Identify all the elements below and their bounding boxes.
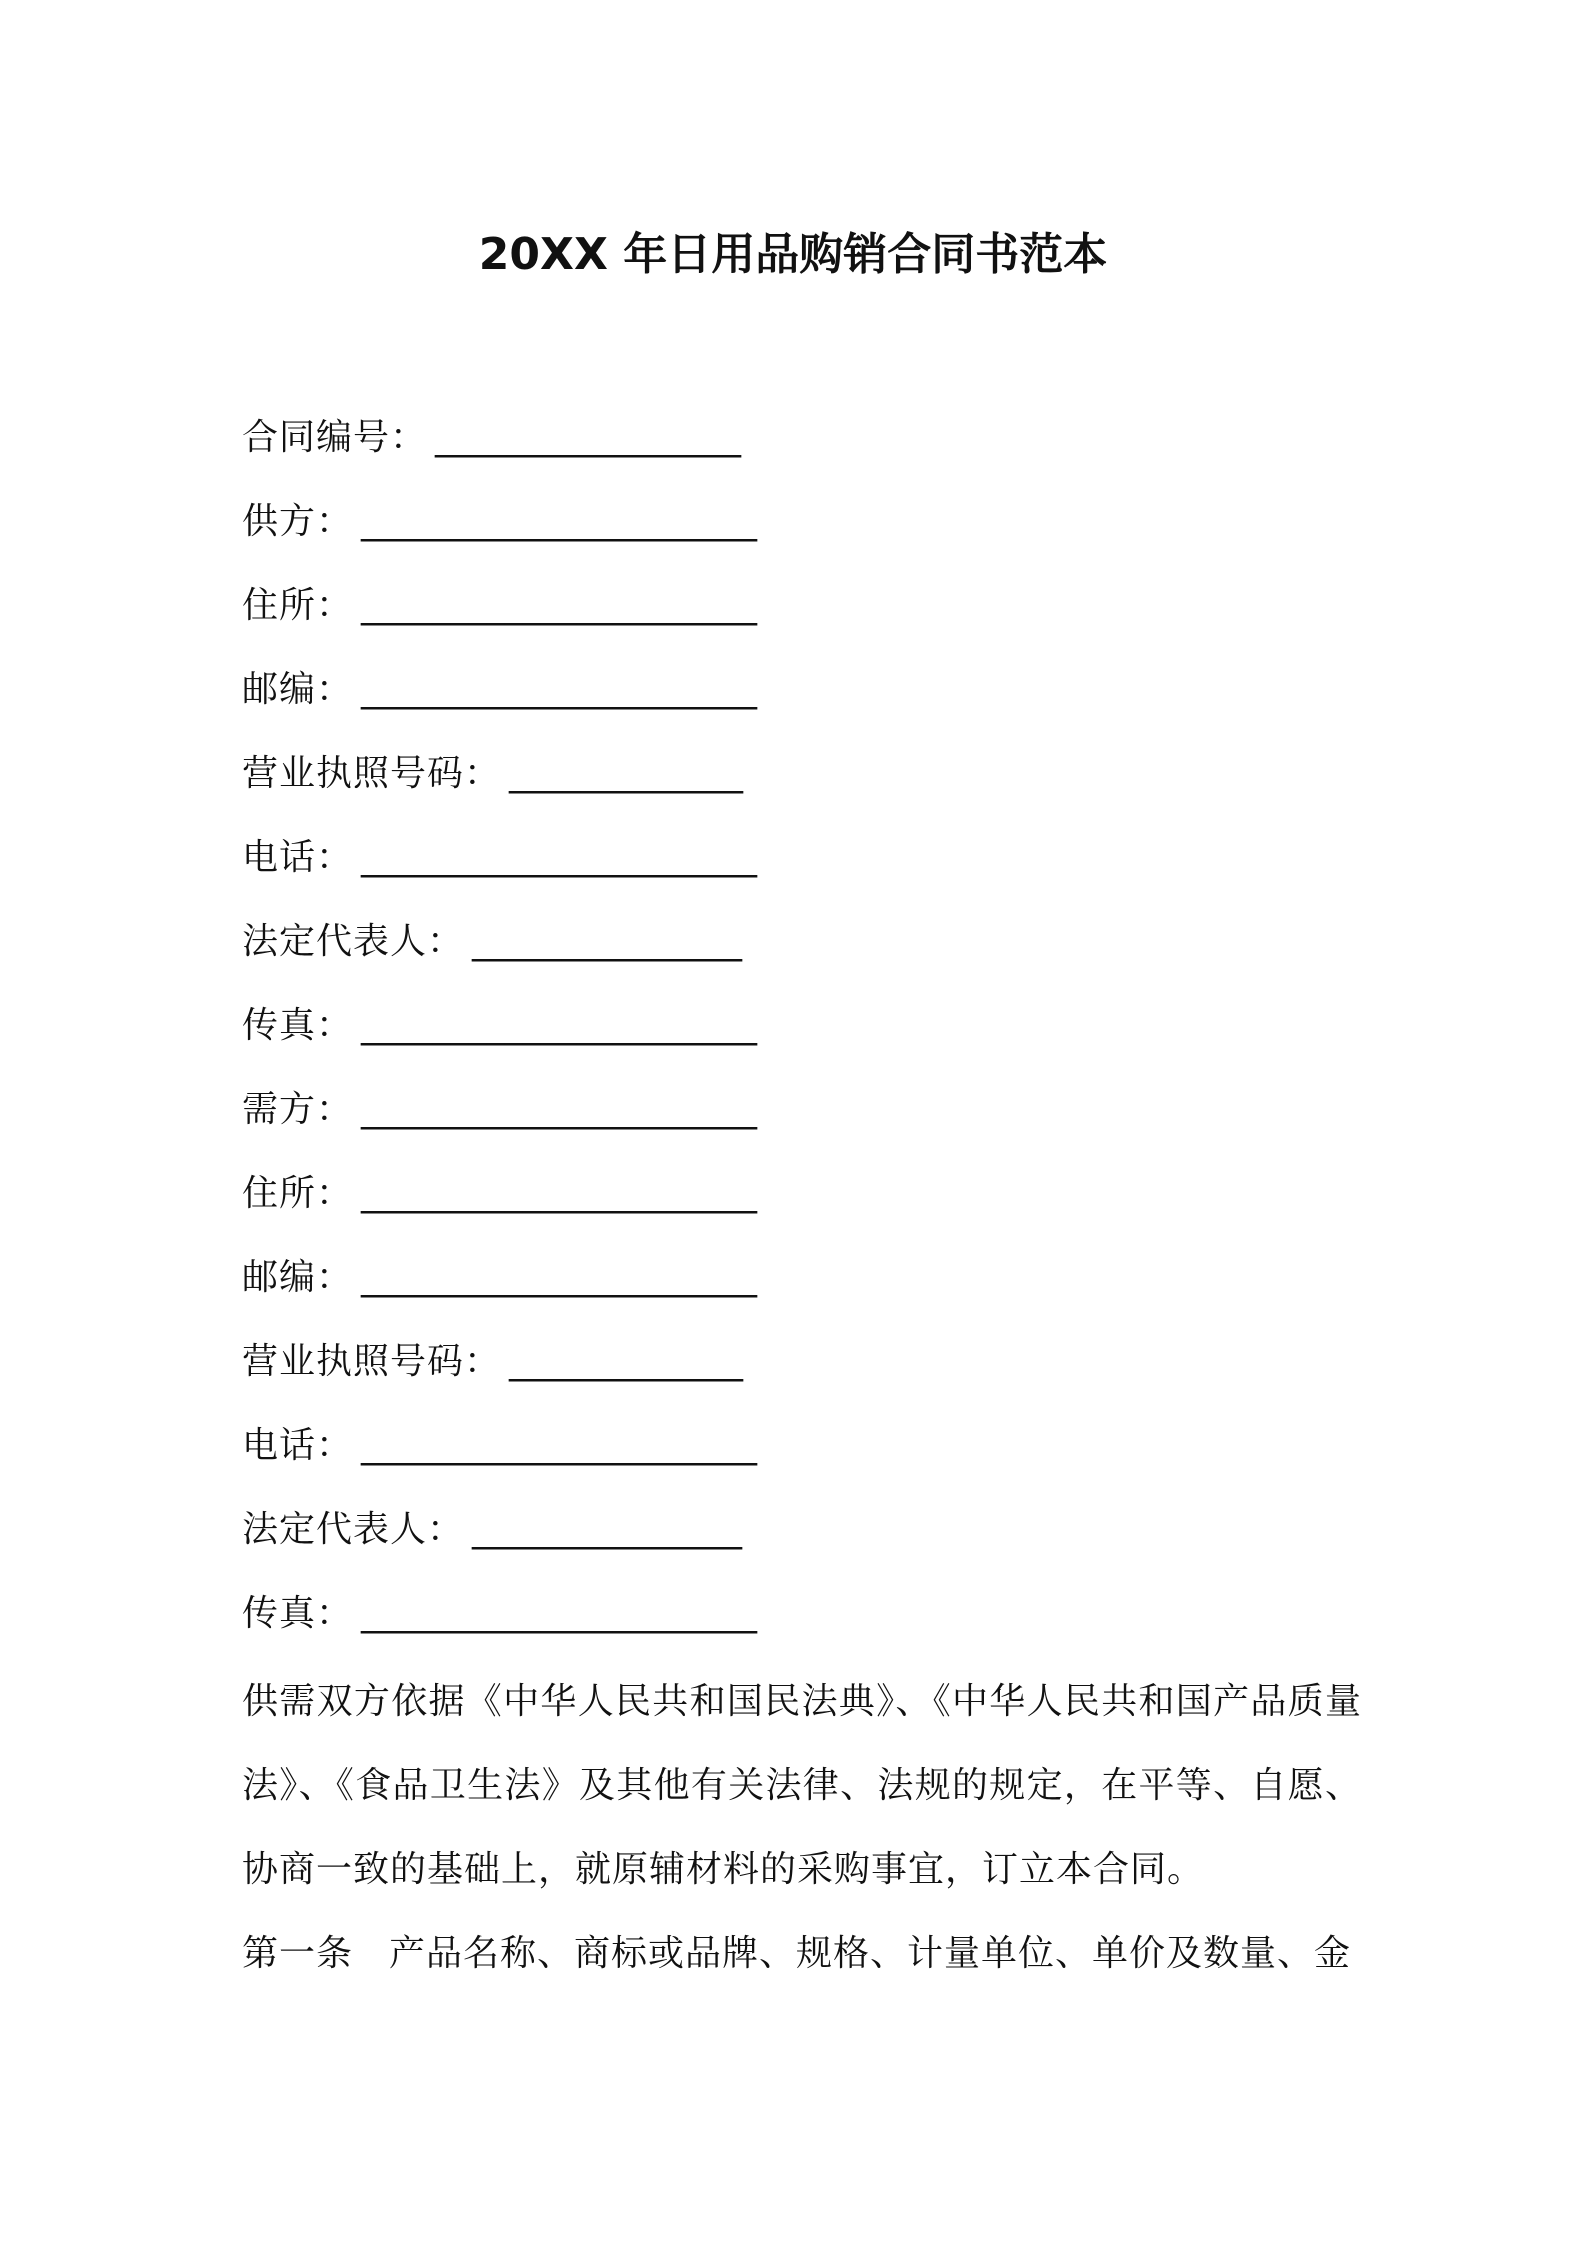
field-blank: _________________: [435, 417, 742, 458]
contract-fields: [242, 410, 1362, 1670]
field-label: 电话：: [242, 837, 354, 878]
field-blank: ______________________: [361, 1593, 758, 1634]
article-text: 产品名称、商标或品牌、规格、计量单位、单价及数量、金: [389, 1933, 1352, 1974]
field-blank: ______________________: [361, 1173, 758, 1214]
field-label: 传真：: [242, 1593, 354, 1634]
field-label: 邮编：: [242, 1257, 354, 1298]
field-blank: _______________: [472, 1509, 743, 1550]
field-blank: _____________: [509, 753, 744, 794]
document-title: 20XX 年日用品购销合同书范本: [478, 229, 1108, 280]
field-buyer-address: [242, 1166, 1362, 1250]
field-supplier: [242, 494, 1362, 578]
field-buyer-license: [242, 1334, 1362, 1418]
contract-body: [242, 1660, 1362, 1996]
field-label: 供方：: [242, 501, 354, 542]
field-blank: ______________________: [361, 837, 758, 878]
field-buyer-phone: [242, 1418, 1362, 1502]
field-blank: ______________________: [361, 1089, 758, 1130]
field-label: 需方：: [242, 1089, 354, 1130]
field-label: 电话：: [242, 1425, 354, 1466]
field-buyer-fax: [242, 1586, 1362, 1670]
field-label: 住所：: [242, 1173, 354, 1214]
article-number: 第一条: [242, 1933, 354, 1974]
field-label: 邮编：: [242, 669, 354, 710]
field-blank: _____________: [509, 1341, 744, 1382]
preamble-paragraph: 供需双方依据《中华人民共和国民法典》、《中华人民共和国产品质量法》、《食品卫生法》及其他有关法律、法规的规定，在平等、自愿、协商一致的基础上，就原辅材料的采购事宜，订立本合同。: [242, 1681, 1362, 1890]
field-supplier-phone: [242, 830, 1362, 914]
field-blank: ______________________: [361, 1425, 758, 1466]
field-supplier-address: [242, 578, 1362, 662]
field-buyer-postcode: [242, 1250, 1362, 1334]
field-blank: ______________________: [361, 585, 758, 626]
field-supplier-fax: [242, 998, 1362, 1082]
field-label: 法定代表人：: [242, 1509, 465, 1550]
field-blank: ______________________: [361, 669, 758, 710]
field-label: 住所：: [242, 585, 354, 626]
field-supplier-representative: [242, 914, 1362, 998]
field-label: 营业执照号码：: [242, 1341, 502, 1382]
article-1: [242, 1912, 1362, 1996]
field-buyer: [242, 1082, 1362, 1166]
field-blank: ______________________: [361, 1257, 758, 1298]
field-label: 传真：: [242, 1005, 354, 1046]
field-supplier-postcode: [242, 662, 1362, 746]
field-label: 合同编号：: [242, 417, 428, 458]
field-contract-number: [242, 410, 1362, 494]
field-supplier-license: [242, 746, 1362, 830]
field-label: 营业执照号码：: [242, 753, 502, 794]
field-label: 法定代表人：: [242, 921, 465, 962]
field-blank: ______________________: [361, 501, 758, 542]
field-blank: _______________: [472, 921, 743, 962]
field-buyer-representative: [242, 1502, 1362, 1586]
field-blank: ______________________: [361, 1005, 758, 1046]
